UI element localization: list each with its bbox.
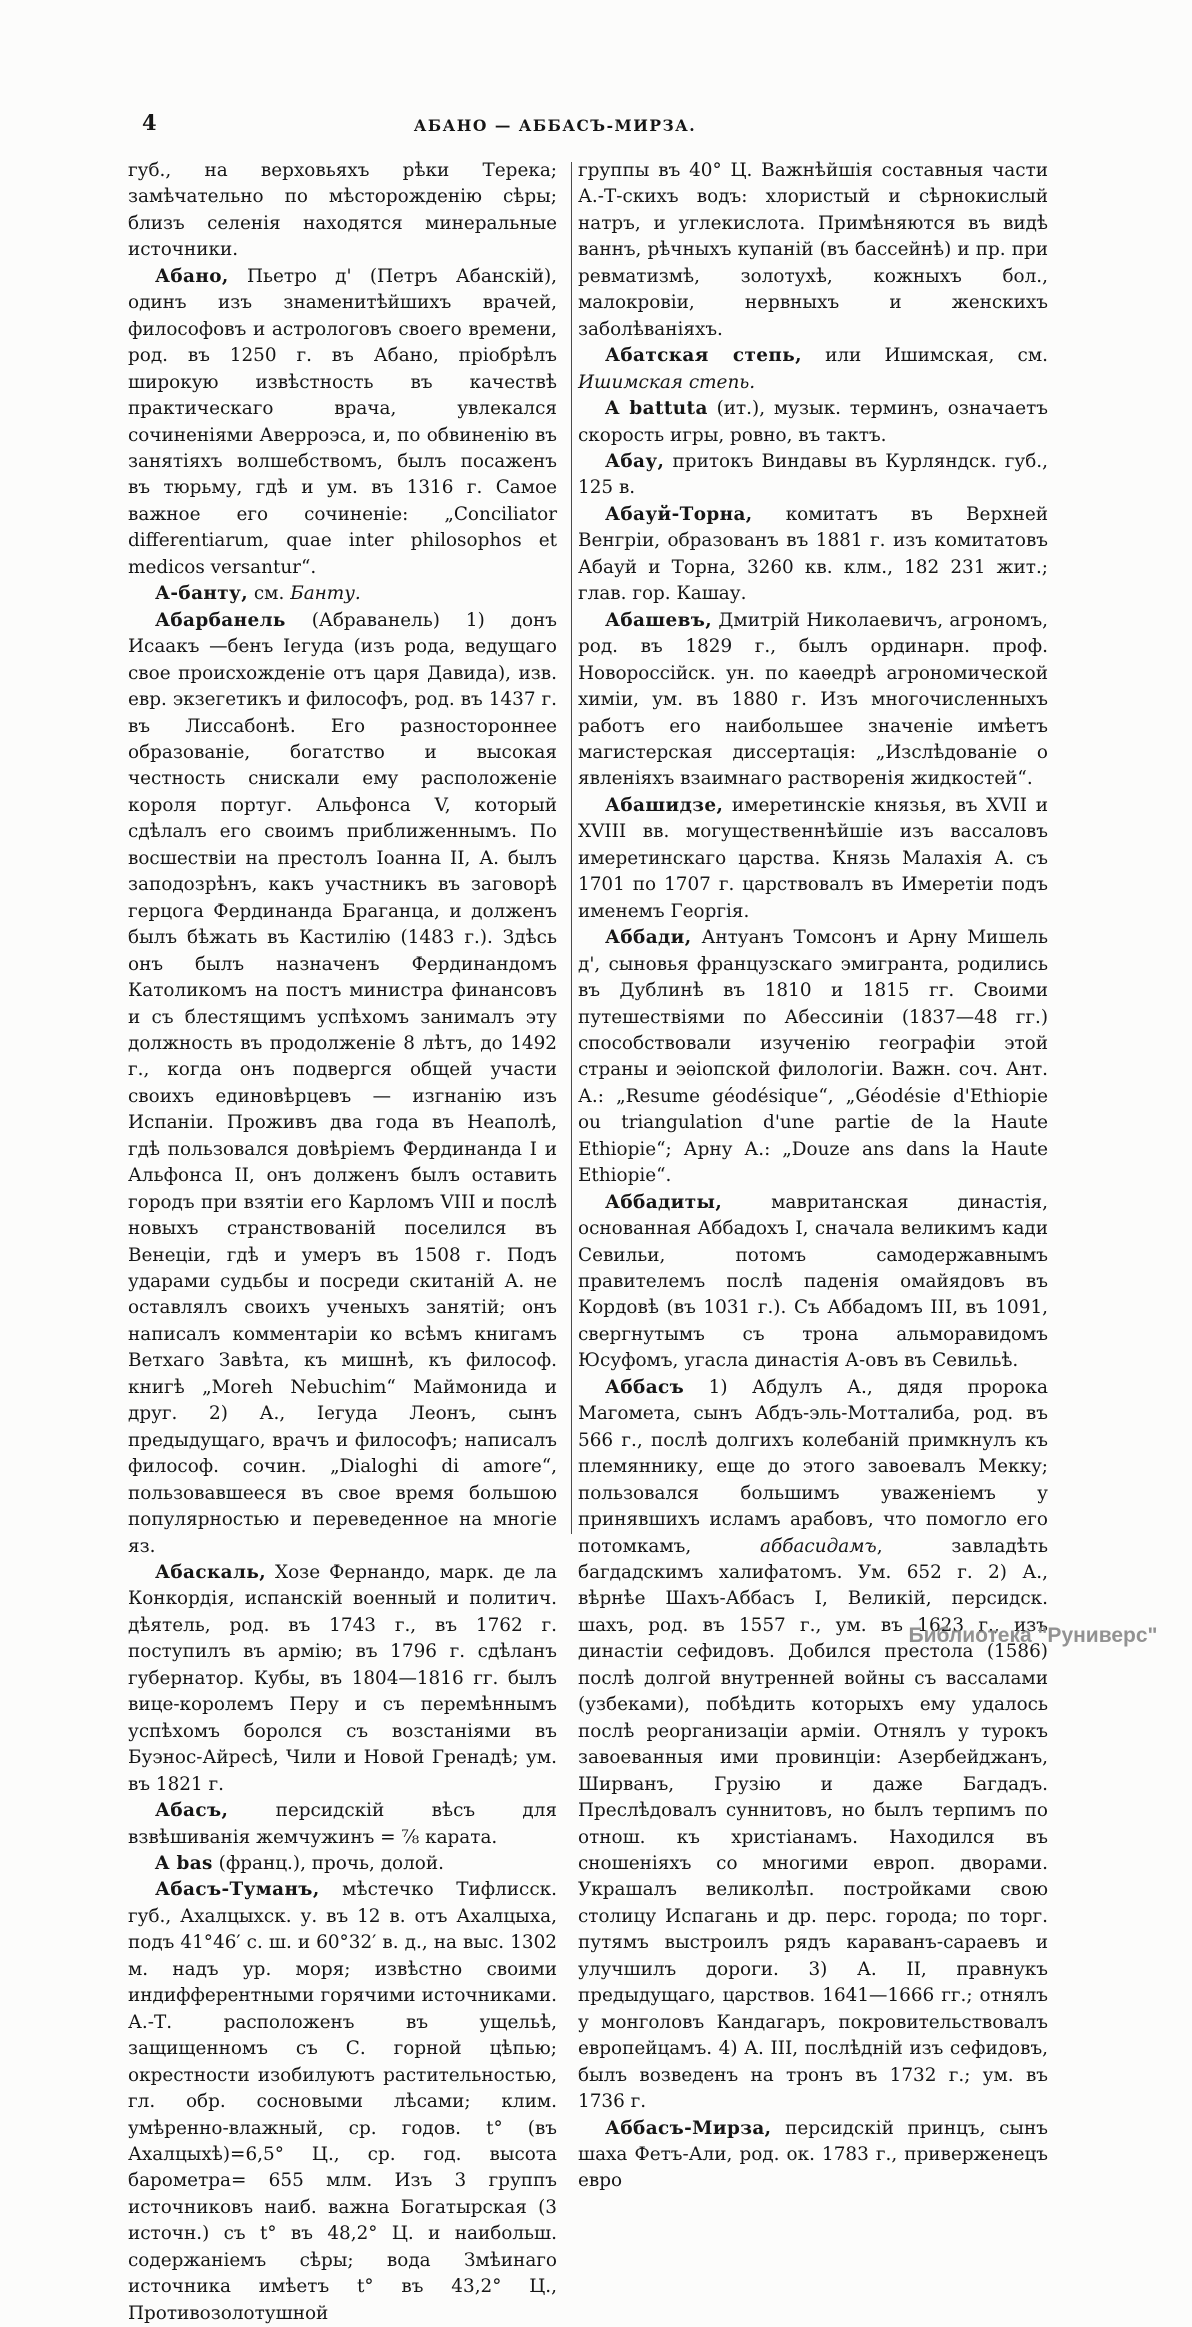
entry-abaskal (128, 1560, 557, 1798)
entry-headword: Абау, (605, 450, 665, 472)
entry-text: персидскій вѣсъ для взвѣшиванія жемчужинъ = ⅞ карата. (128, 1800, 557, 1848)
entry-abas-tuman (128, 1877, 557, 2327)
entry-a-bantu (128, 581, 557, 607)
page-number: 4 (142, 110, 157, 135)
entry-text: (Абраванель) 1) донъ Исаакъ —бенъ Іегуда (изъ рода, ведущаго свое происхожденіе отъ царя Давида), изв. евр. экзегетикъ и философъ, род. въ 1437 г. въ Лиссабонѣ. Его разностороннее образованіе, богатство и высокая честность снискали ему расположеніе короля португ. Альфонса V, который сдѣлалъ его своимъ приближеннымъ. По восшествіи на престолъ Іоанна II, А. былъ заподозрѣнъ, какъ участникъ въ заговорѣ герцога Фердинанда Браганца, и долженъ былъ бѣжать въ Кастилію (1483 г.). Здѣсь онъ былъ назначенъ Фердинандомъ Католикомъ на постъ министра финансовъ и съ блестящимъ успѣхомъ занималъ эту должность въ продолженіе 8 лѣтъ, до 1492 г., когда онъ подвергся общей участи своихъ единовѣрцевъ — изгнанію изъ Испаніи. Проживъ два года въ Неаполѣ, гдѣ пользовался довѣріемъ Фердинанда I и Альфонса II, онъ долженъ былъ оставить городъ при взятіи его Карломъ VIII и послѣ новыхъ странствованій поселился въ Венеціи, гдѣ и умеръ въ 1508 г. Подъ ударами судьбы и посреди скитаній А. не оставлялъ своихъ ученыхъ занятій; онъ написалъ комментаріи ко всѣмъ книгамъ Ветхаго Завѣта, къ мишнѣ, къ философ. книгѣ „Moreh Nebuchim“ Маймонида и друг. 2) А., Іегуда Леонъ, сынъ предыдущаго, врачъ и философъ; написалъ философ. сочин. „Dialoghi di amore“, пользовавшееся въ свое время большою популярностью и переведенное на многіе яз. (128, 609, 557, 1557)
entry-text-italic: Банту. (290, 583, 361, 605)
entry-text: комитатъ въ Верхней Венгріи, образованъ въ 1881 г. изъ комитатовъ Абауй и Торна, 3260 кв. клм., 182 231 жит.; глав. гор. Кашау. (578, 503, 1048, 605)
right-column (578, 158, 1048, 2327)
entry-abbadi (578, 925, 1048, 1190)
entry-text: или Ишимская, см. (801, 345, 1048, 367)
entry-headword: Аббасъ-Мирза, (605, 2117, 772, 2139)
entry-abas-weight (128, 1798, 557, 1851)
entry-abashev (578, 608, 1048, 793)
entry-text: Хозе Фернандо, марк. де ла Конкордія, испанскій военный и политич. дѣятель, род. въ 1743 г., въ 1762 г. поступилъ въ армію; въ 1796 г. сдѣланъ губернатор. Кубы, въ 1804—1816 гг. былъ вице-королемъ Перу и съ перемѣннымъ успѣхомъ боролся съ возстаніями въ Буэнос-Айресѣ, Чили и Новой Гренадѣ; ум. въ 1821 г. (128, 1562, 557, 1795)
entry-abauy-torna (578, 502, 1048, 608)
entry-headword: Абатская степь, (605, 345, 802, 367)
entry-continuation (578, 158, 1048, 343)
entry-a-bas (128, 1851, 557, 1877)
text-columns (128, 158, 1048, 2327)
entry-headword: A bas (155, 1853, 213, 1874)
entry-text: , завладѣть багдадскимъ халифатомъ. Ум. 652 г. 2) А., вѣрнѣе Шахъ-Аббасъ I, Великій, персидск. шахъ, род. въ 1557 г., ум. въ 1623 г., изъ династіи сефидовъ. Добился престола (1586) послѣ долгой внутренней войны съ вассалами (узбеками), побѣдить которыхъ ему удалось послѣ реорганизаціи арміи. Отнялъ у турокъ завоеванныя ими провинціи: Азербейджанъ, Ширванъ, Грузію и даже Багдадъ. Преслѣдовалъ суннитовъ, но былъ терпимъ по отнош. къ христіанамъ. Находился въ сношеніяхъ со многими европ. дворами. Украшалъ великолѣп. постройками свою столицу Испагань и др. перс. города; по торг. путямъ выстроилъ рядъ караванъ-сараевъ и улучшилъ дороги. 3) А. II, правнукъ предыдущаго, царствов. 1641—1666 гг.; отнялъ у монголовъ Кандагаръ, покровительствовалъ европейцамъ. 4) А. III, послѣдній изъ сефидовъ, былъ возведенъ на тронъ въ 1732 г.; ум. въ 1736 г. (578, 1535, 1048, 2113)
running-head: АБАНО — АББАСЪ-МИРЗА. (413, 116, 697, 135)
entry-abbas (578, 1375, 1048, 2116)
entry-text: притокъ Виндавы въ Курляндск. губ., 125 в. (578, 450, 1048, 499)
entry-text: имеретинскіе князья, въ XVII и XVIII вв. могущественнѣйшіе изъ вассаловъ имеретинскаго царства. Князь Малахія А. съ 1701 по 1707 г. царствовалъ въ Имеретіи подъ именемъ Георгія. (578, 794, 1048, 922)
entry-text: Дмитрій Николаевичъ, агрономъ, род. въ 1829 г., былъ ординарн. проф. Новороссійск. ун. по каѳедрѣ агрономической химіи, ум. въ 1880 г. Изъ многочисленныхъ работъ его наибольшее значеніе имѣетъ магистерская диссертація: „Изслѣдованіе о явленіяхъ взаимнаго растворенія жидкостей“. (578, 609, 1048, 790)
entry-abbadity (578, 1190, 1048, 1375)
entry-text: (франц.), прочь, долой. (212, 1853, 444, 1874)
entry-text: мѣстечко Тифлисск. губ., Ахалцыхск. у. въ 12 в. отъ Ахалцыха, подъ 41°46′ с. ш. и 60°32′ в. д., на выс. 1302 м. надъ ур. моря; извѣстно своими индифферентными горячими источниками. А.-Т. расположенъ въ ущельѣ, защищенномъ съ С. горной цѣпью; окрестности изобилуютъ растительностью, гл. обр. сосновыми лѣсами; клим. умѣренно-влажный, ср. годов. t° (въ Ахалцыхѣ)=6,5° Ц., ср. год. высота барометра= 655 млм. Изъ 3 группъ источниковъ наиб. важна Богатырская (3 источн.) съ t° въ 48,2° Ц. и наибольш. содержаніемъ сѣры; вода Змѣинаго источника имѣетъ t° въ 43,2° Ц., Противозолотушной (128, 1879, 557, 2324)
entry-headword: Абашидзе, (605, 794, 724, 816)
entry-text: губ., на верховьяхъ рѣки Терека; замѣчательно по мѣсторожденію сѣры; близъ селенія находятся минеральные источники. (128, 160, 557, 261)
entry-headword: Абано, (155, 265, 229, 287)
entry-abano (128, 264, 557, 581)
entry-headword: Абасъ, (155, 1800, 229, 1822)
entry-text: персидскій принцъ, сынъ шаха Фетъ-Али, род. ок. 1783 г., приверженецъ евро (578, 2117, 1048, 2192)
entry-headword: A battuta (605, 398, 708, 420)
left-column (128, 158, 557, 2327)
entry-a-battuta (578, 396, 1048, 449)
entry-text: мавританская династія, основанная Аббадохъ I, сначала великимъ кади Севильи, потомъ самодержавнымъ правителемъ послѣ паденія омайядовъ въ Кордовѣ (въ 1031 г.). Съ Аббадомъ III, въ 1091, свергнутымъ съ трона альморавидомъ Юсуфомъ, угасла династія А-овъ въ Севильѣ. (578, 1191, 1048, 1372)
entry-headword: Абарбанель (155, 609, 286, 631)
entry-headword: А-банту, (155, 583, 249, 605)
entry-text: см. (248, 583, 291, 605)
runivers-watermark: Библиотека "Руниверс" (908, 1624, 1158, 1647)
entry-headword: Абасъ-Туманъ, (155, 1879, 320, 1901)
entry-abau (578, 449, 1048, 502)
entry-text-italic: аббасидамъ (760, 1535, 877, 1557)
entry-headword: Аббади, (605, 927, 692, 949)
entry-text: Пьетро д' (Петръ Абанскій), одинъ изъ знаменитѣйшихъ врачей, философовъ и астрологовъ своего времени, род. въ 1250 г. въ Абано, пріобрѣлъ широкую извѣстность въ качествѣ практическаго врача, увлекался сочиненіями Аверроэса, и, по обвиненію въ занятіяхъ волшебствомъ, былъ посаженъ въ тюрьму, гдѣ и ум. въ 1316 г. Самое важное его сочиненіе: „Conciliator differentiarum, quae inter philosophos et medicos versantur“. (128, 265, 557, 578)
entry-headword: Абаскаль, (155, 1562, 267, 1584)
entry-text: (ит.), музык. терминъ, означаетъ скорость игры, ровно, въ тактъ. (578, 398, 1048, 446)
entry-text-italic: Ишимская степь. (578, 371, 756, 393)
entry-continuation (128, 158, 557, 264)
entry-abashidze (578, 793, 1048, 925)
entry-headword: Аббадиты, (605, 1191, 723, 1213)
entry-abatskaya-step (578, 343, 1048, 396)
entry-headword: Абауй-Торна, (605, 503, 753, 525)
entry-abbas-mirza (578, 2116, 1048, 2195)
entry-text: группы въ 40° Ц. Важнѣйшія составныя части А.-Т-скихъ водъ: хлористый и сѣрнокислый натръ, и углекислота. Примѣняются въ видѣ ваннъ, рѣчныхъ купаній (въ бассейнѣ) и пр. при ревматизмѣ, золотухѣ, кожныхъ бол., малокровіи, нервныхъ и женскихъ заболѣваніяхъ. (578, 160, 1048, 340)
entry-abarbanel (128, 608, 557, 1560)
entry-headword: Аббасъ (605, 1376, 685, 1398)
entry-text: 1) Абдулъ А., дядя пророка Магомета, сынъ Абдъ-эль-Мотталиба, род. въ 566 г., послѣ долгихъ колебаній примкнулъ къ племяннику, еще до этого завоевалъ Мекку; пользовался большимъ уваженіемъ у принявшихъ исламъ арабовъ, что помогло его потомкамъ, (578, 1376, 1048, 1557)
entry-text: Антуанъ Томсонъ и Арну Мишель д', сыновья французскаго эмигранта, родились въ Дублинѣ въ 1810 и 1815 гг. Своими путешествіями по Абессиніи (1837—48 гг.) способствовали изученію географіи этой страны и эѳіопской филологіи. Важн. соч. Ант. А.: „Resume géodésique“, „Géodésie d'Ethiopie ou triangulation d'une partie de la Haute Ethiopie“; Арну А.: „Douze ans dans la Haute Ethiopie“. (578, 927, 1048, 1187)
entry-headword: Абашевъ, (605, 609, 713, 631)
